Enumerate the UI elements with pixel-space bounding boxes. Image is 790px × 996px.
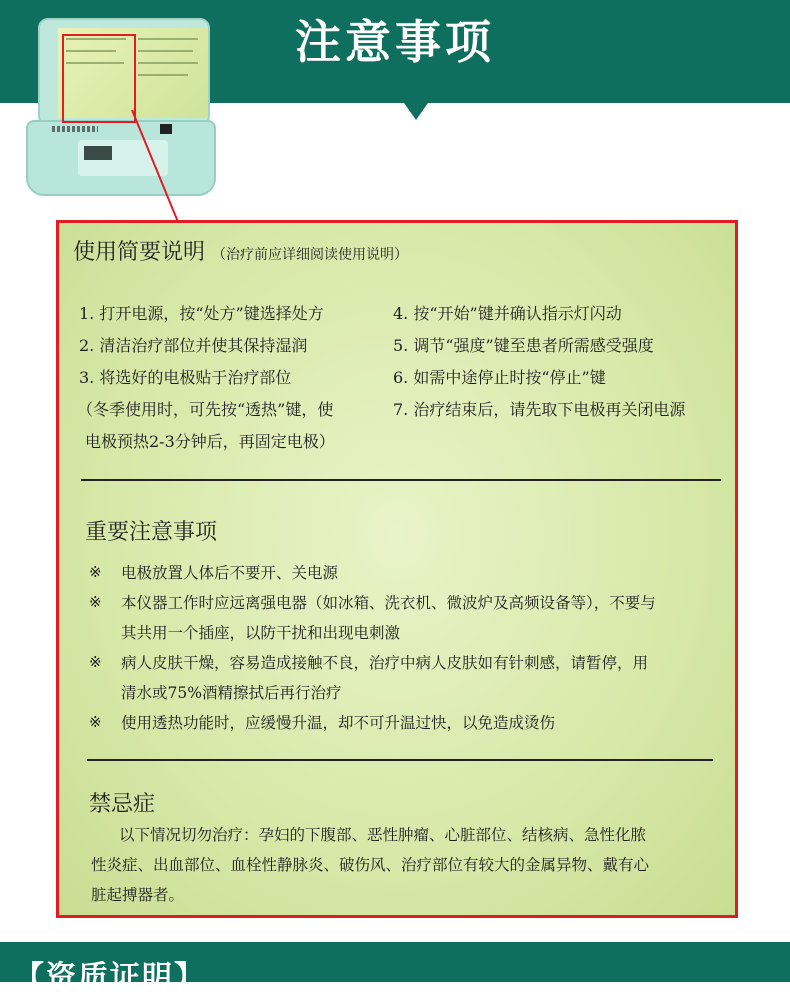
precaution-line: 病人皮肤干燥，容易造成接触不良，治疗中病人皮肤如有针刺感，请暂停，用 xyxy=(121,654,649,672)
instructions-subtitle: （治疗前应详细阅读使用说明） xyxy=(212,247,409,263)
contraindication-line: 性炎症、出血部位、血栓性静脉炎、破伤风、治疗部位有较大的金属异物、戴有心 xyxy=(91,856,650,874)
vent-icon xyxy=(52,126,98,132)
reference-mark: ※ xyxy=(89,593,102,611)
highlight-box xyxy=(62,34,136,123)
instructions-title: 使用简要说明 xyxy=(73,240,206,265)
step-item: 5. 调节“强度”键至患者所需感受强度 xyxy=(393,336,654,355)
precaution-line: 使用透热功能时，应缓慢升温，却不可升温过快，以免造成烫伤 xyxy=(121,714,556,732)
divider xyxy=(87,759,713,761)
contraindication-line: 脏起搏器者。 xyxy=(91,886,185,904)
reference-mark: ※ xyxy=(89,563,102,581)
contraindications-title: 禁忌症 xyxy=(89,792,156,817)
device-illustration xyxy=(22,12,214,195)
instructions-heading xyxy=(73,235,408,266)
step-item: 1. 打开电源，按“处方”键选择处方 xyxy=(79,304,324,323)
reference-mark: ※ xyxy=(89,713,102,731)
step-item: 6. 如需中途停止时按“停止”键 xyxy=(393,368,606,387)
reference-mark: ※ xyxy=(89,653,102,671)
precaution-line: 其共用一个插座，以防干扰和出现电刺激 xyxy=(121,624,401,642)
page-title: 注意事项 xyxy=(295,15,495,69)
step-item: 4. 按“开始”键并确认指示灯闪动 xyxy=(393,304,622,323)
display-icon xyxy=(84,146,112,160)
precautions-title: 重要注意事项 xyxy=(85,520,218,545)
down-arrow-icon xyxy=(404,103,428,120)
footer-title: 【资质证明】 xyxy=(14,960,206,995)
step-item: 3. 将选好的电极贴于治疗部位 xyxy=(79,368,292,387)
divider xyxy=(81,479,721,481)
precaution-line: 电极放置人体后不要开、关电源 xyxy=(121,564,339,582)
instruction-panel xyxy=(56,220,738,918)
power-switch-icon xyxy=(160,124,172,134)
step-item: 2. 清洁治疗部位并使其保持湿润 xyxy=(79,336,308,355)
step-item: （冬季使用时，可先按“透热”键，使 xyxy=(77,400,334,419)
precaution-line: 本仪器工作时应远离强电器（如冰箱、洗衣机、微波炉及高频设备等），不要与 xyxy=(121,594,656,612)
step-item: 7. 治疗结束后，请先取下电极再关闭电源 xyxy=(393,400,686,419)
contraindication-line: 以下情况切勿治疗：孕妇的下腹部、恶性肿瘤、心脏部位、结核病、急性化脓 xyxy=(119,826,647,844)
precaution-line: 清水或75%酒精擦拭后再行治疗 xyxy=(121,684,342,702)
step-item: 电极预热2-3分钟后，再固定电极） xyxy=(85,432,335,451)
